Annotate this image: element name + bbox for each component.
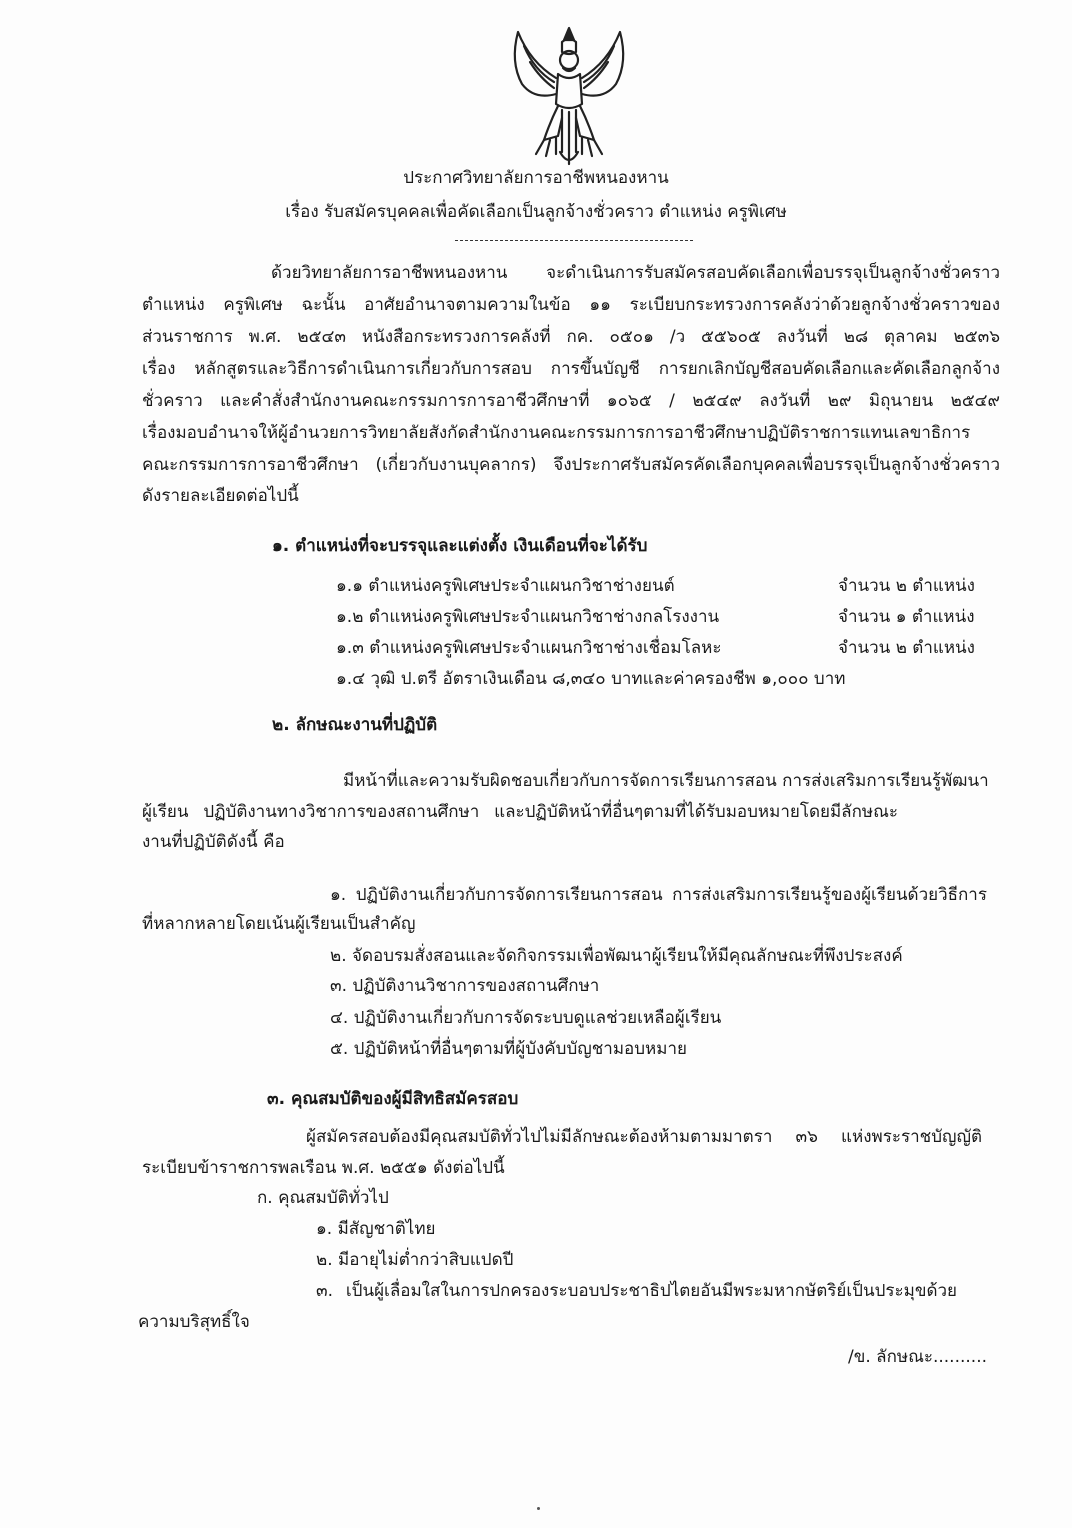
announcement-title: ประกาศวิทยาลัยการอาชีพหนองหาน	[403, 168, 669, 188]
qualification-item: ๓. เป็นผู้เลื่อมใสในการปกครองระบอบประชาธิปไตยอันมีพระมหากษัตริย์เป็นประมุขด้วย	[316, 1281, 957, 1301]
position-count: จำนวน ๒ ตำแหน่ง	[838, 638, 975, 658]
garuda-emblem	[500, 22, 638, 172]
duty-item: ๕. ปฏิบัติหน้าที่อื่นๆตามที่ผู้บังคับบัญชามอบหมาย	[330, 1039, 687, 1059]
intro-line: ชั่วคราว และคำสั่งสำนักงานคณะกรรมการการอาชีวศึกษาที่ ๑๐๖๕ / ๒๕๔๙ ลงวันที่ ๒๙ มิถุนายน ๒๕๔๙	[142, 391, 1000, 411]
intro-line: คณะกรรมการการอาชีวศึกษา (เกี่ยวกับงานบุคลากร) จึงประกาศรับสมัครคัดเลือกบุคคลเพื่อบรรจุเป็นลูกจ้างชั่วคราว	[142, 455, 1000, 475]
position-item: ๑.๑ ตำแหน่งครูพิเศษประจำแผนกวิชาช่างยนต์	[336, 576, 675, 596]
general-qualifications-label: ก. คุณสมบัติทั่วไป	[257, 1188, 389, 1208]
intro-line: ด้วยวิทยาลัยการอาชีพหนองหาน จะดำเนินการรับสมัครสอบคัดเลือกเพื่อบรรจุเป็นลูกจ้างชั่วคราว	[271, 263, 1000, 283]
section3-heading: ๓. คุณสมบัติของผู้มีสิทธิสมัครสอบ	[267, 1089, 519, 1109]
title-divider	[455, 240, 693, 241]
continuation-marker: /ข. ลักษณะ..........	[848, 1347, 988, 1367]
section1-heading: ๑. ตำแหน่งที่จะบรรจุและแต่งตั้ง เงินเดือนที่จะได้รับ	[272, 536, 648, 556]
position-count: จำนวน ๑ ตำแหน่ง	[838, 607, 975, 627]
duty-item: ๑. ปฏิบัติงานเกี่ยวกับการจัดการเรียนการสอน การส่งเสริมการเรียนรู้ของผู้เรียนด้วยวิธีการ	[330, 885, 987, 905]
qualification-item: ๒. มีอายุไม่ต่ำกว่าสิบแปดปี	[316, 1250, 514, 1270]
qualification-paragraph-line: ระเบียบข้าราชการพลเรือน พ.ศ. ๒๕๕๑ ดังต่อไปนี้	[142, 1158, 505, 1178]
duty-paragraph-line: ผู้เรียน ปฏิบัติงานทางวิชาการของสถานศึกษา และปฏิบัติหน้าที่อื่นๆตามที่ได้รับมอบหมายโดยมีลักษณะ	[142, 802, 898, 822]
position-item: ๑.๒ ตำแหน่งครูพิเศษประจำแผนกวิชาช่างกลโรงงาน	[336, 607, 720, 627]
announcement-subject: เรื่อง รับสมัครบุคคลเพื่อคัดเลือกเป็นลูกจ้างชั่วคราว ตำแหน่ง ครูพิเศษ	[285, 202, 787, 222]
intro-line: ส่วนราชการ พ.ศ. ๒๕๔๓ หนังสือกระทรวงการคลังที่ กค. ๐๕๐๑ /ว ๕๕๖๐๕ ลงวันที่ ๒๘ ตุลาคม ๒๕๓๖	[142, 327, 1000, 347]
qualification-item: ๑. มีสัญชาติไทย	[316, 1219, 436, 1239]
duty-item: ๔. ปฏิบัติงานเกี่ยวกับการจัดระบบดูแลช่วยเหลือผู้เรียน	[330, 1008, 722, 1028]
position-item: ๑.๓ ตำแหน่งครูพิเศษประจำแผนกวิชาช่างเชื่อมโลหะ	[336, 638, 722, 658]
scan-speck	[537, 1507, 540, 1510]
duty-item: ๒. จัดอบรมสั่งสอนและจัดกิจกรรมเพื่อพัฒนาผู้เรียนให้มีคุณลักษณะที่พึงประสงค์	[330, 946, 903, 966]
intro-line: ตำแหน่ง ครูพิเศษ ฉะนั้น อาศัยอำนาจตามความในข้อ ๑๑ ระเบียบกระทรวงการคลังว่าด้วยลูกจ้างชั่วคราวของ	[142, 295, 1000, 315]
section2-heading: ๒. ลักษณะงานที่ปฏิบัติ	[272, 715, 438, 735]
position-count: จำนวน ๒ ตำแหน่ง	[838, 576, 975, 596]
intro-line: เรื่องมอบอำนาจให้ผู้อำนวยการวิทยาลัยสังกัดสำนักงานคณะกรรมการการอาชีวศึกษาปฏิบัติราชการแทนเลขาธิการ	[142, 423, 971, 443]
salary-line: ๑.๔ วุฒิ ป.ตรี อัตราเงินเดือน ๘,๓๔๐ บาทและค่าครองชีพ ๑,๐๐๐ บาท	[336, 669, 846, 689]
duty-paragraph-line: มีหน้าที่และความรับผิดชอบเกี่ยวกับการจัดการเรียนการสอน การส่งเสริมการเรียนรู้พัฒนา	[343, 771, 989, 791]
duty-paragraph-line: งานที่ปฏิบัติดังนี้ คือ	[142, 832, 285, 852]
duty-item: ที่หลากหลายโดยเน้นผู้เรียนเป็นสำคัญ	[142, 914, 416, 934]
intro-line: ดังรายละเอียดต่อไปนี้	[142, 486, 299, 506]
intro-line: เรื่อง หลักสูตรและวิธีการดำเนินการเกี่ยวกับการสอบ การขึ้นบัญชี การยกเลิกบัญชีสอบคัดเลือกและคัดเลือกลูกจ้าง	[142, 359, 1000, 379]
duty-item: ๓. ปฏิบัติงานวิชาการของสถานศึกษา	[330, 976, 600, 996]
qualification-item: ความบริสุทธิ์ใจ	[138, 1312, 250, 1332]
qualification-paragraph-line: ผู้สมัครสอบต้องมีคุณสมบัติทั่วไปไม่มีลักษณะต้องห้ามตามมาตรา ๓๖ แห่งพระราชบัญญัติ	[306, 1127, 982, 1147]
